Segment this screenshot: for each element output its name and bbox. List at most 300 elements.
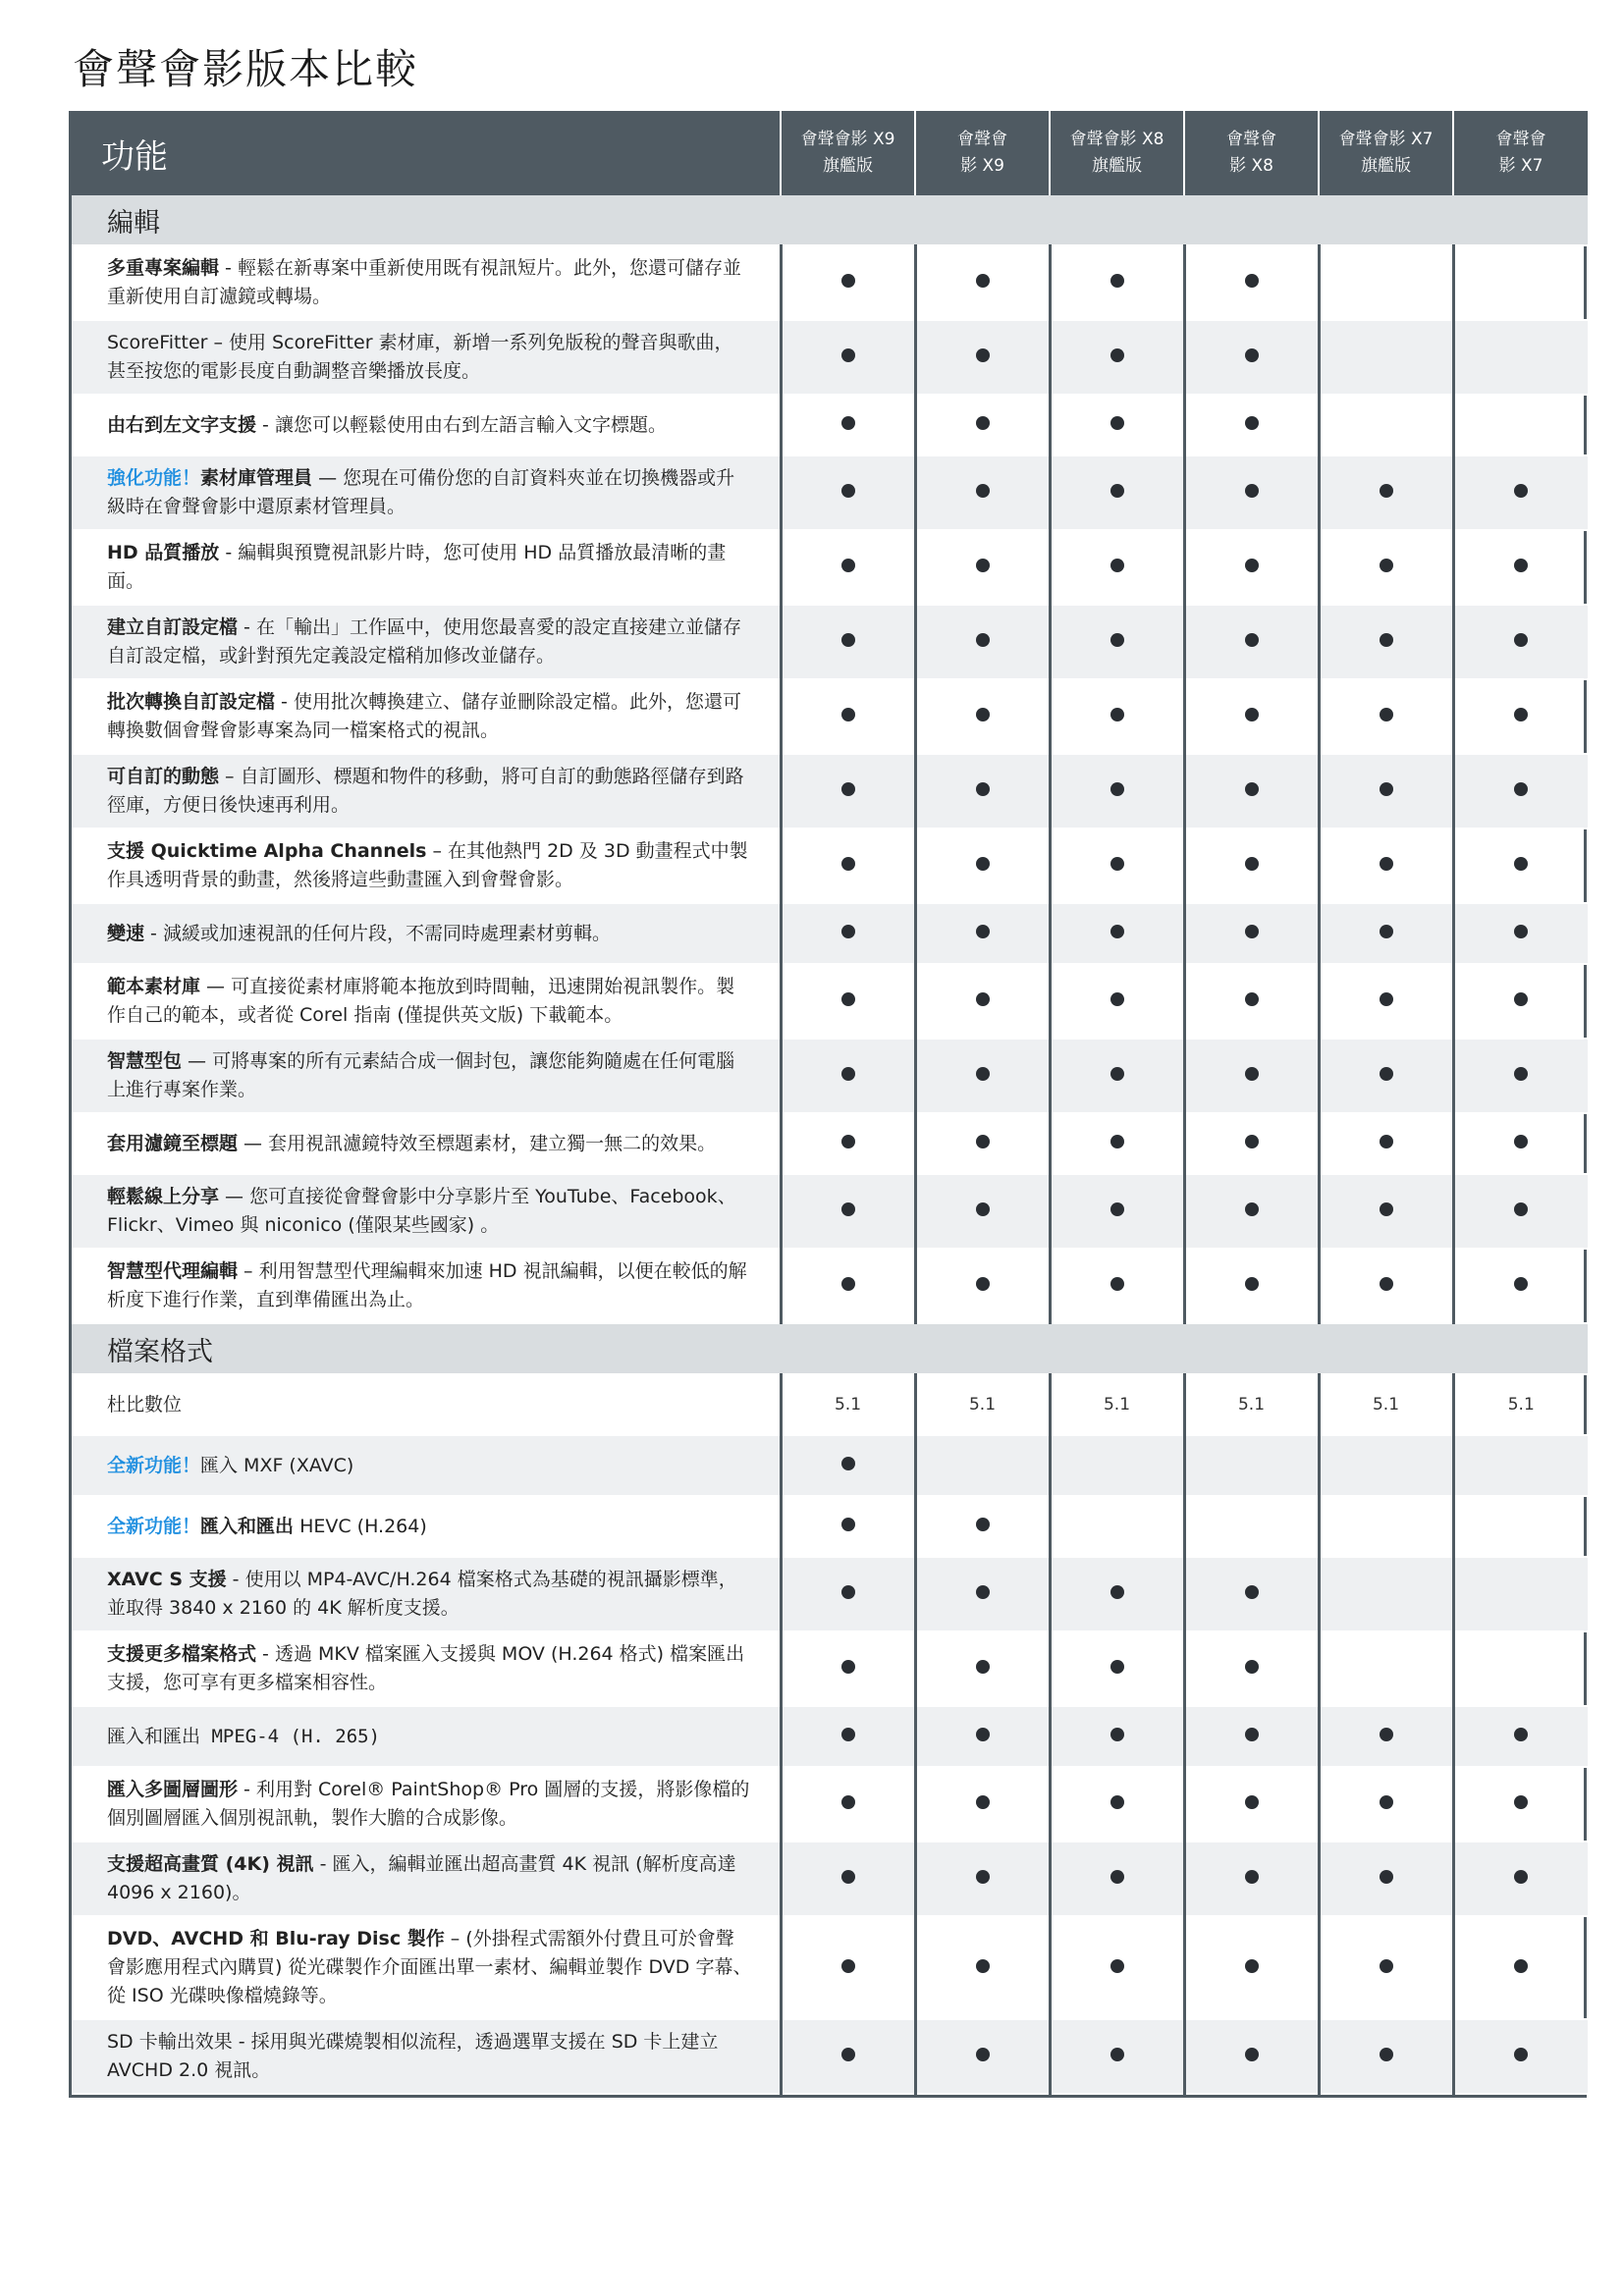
supported-dot-icon: [1110, 1585, 1124, 1599]
support-cell: [1050, 320, 1184, 395]
feature-separator: –: [444, 1928, 466, 1949]
support-cell: [1453, 320, 1588, 395]
feature-row: [72, 530, 1588, 605]
feature-row: [72, 679, 1588, 754]
feature-separator: —: [200, 976, 232, 997]
support-cell: [915, 1374, 1050, 1435]
supported-dot-icon: [1380, 484, 1393, 498]
support-cell: [915, 1631, 1050, 1706]
support-value: 5.1: [1237, 1395, 1266, 1415]
support-cell: [1050, 395, 1184, 455]
supported-dot-icon: [976, 1518, 990, 1531]
support-cell: [1184, 964, 1319, 1039]
support-cell: [1184, 1174, 1319, 1249]
support-cell: [1050, 455, 1184, 530]
support-cell: [781, 1496, 915, 1557]
support-cell: [915, 1174, 1050, 1249]
supported-dot-icon: [1110, 1728, 1124, 1741]
supported-dot-icon: [1110, 2048, 1124, 2061]
feature-text: 利用對 Corel® PaintShop® Pro 圖層的支援，將影像檔的個別圖層匯入個別視訊軌，製作大膽的合成影像。: [107, 1779, 750, 1829]
version-column-header: [781, 111, 915, 195]
support-cell: [1453, 903, 1588, 964]
support-cell: [915, 320, 1050, 395]
supported-dot-icon: [841, 559, 855, 572]
supported-dot-icon: [976, 925, 990, 938]
support-cell: [1453, 964, 1588, 1039]
feature-row: [72, 1435, 1588, 1496]
version-edition: 影 X9: [960, 156, 1004, 176]
feature-text: 套用視訊濾鏡特效至標題素材，建立獨一無二的效果。: [268, 1132, 717, 1154]
supported-dot-icon: [1514, 1728, 1528, 1741]
feature-separator: -: [219, 542, 239, 563]
supported-dot-icon: [841, 1660, 855, 1674]
supported-dot-icon: [1514, 992, 1528, 1006]
support-cell: [1319, 1374, 1453, 1435]
supported-dot-icon: [841, 633, 855, 647]
support-cell: [915, 245, 1050, 320]
feature-description: [72, 245, 781, 320]
section-title: 編輯: [72, 195, 1588, 245]
supported-dot-icon: [1110, 416, 1124, 430]
support-cell: [915, 1496, 1050, 1557]
feature-description: [72, 754, 781, 828]
supported-dot-icon: [1380, 1067, 1393, 1081]
feature-row: [72, 754, 1588, 828]
supported-dot-icon: [1245, 1959, 1259, 1973]
feature-separator: —: [238, 1132, 269, 1154]
feature-text: 杜比數位: [107, 1393, 183, 1415]
feature-description: [72, 679, 781, 754]
version-column-header: [1453, 111, 1588, 195]
support-cell: [1184, 605, 1319, 679]
support-cell: [1319, 754, 1453, 828]
supported-dot-icon: [1110, 1202, 1124, 1216]
feature-separator: -: [144, 922, 163, 944]
feature-text: 您現在可備份您的自訂資料夾並在切換機器或升級時在會聲會影中還原素材管理員。: [107, 467, 735, 517]
supported-dot-icon: [841, 708, 855, 721]
supported-dot-icon: [841, 782, 855, 796]
supported-dot-icon: [976, 1585, 990, 1599]
supported-dot-icon: [1110, 484, 1124, 498]
support-value: 5.1: [1507, 1395, 1535, 1415]
feature-name: 範本素材庫: [107, 976, 201, 997]
supported-dot-icon: [1245, 1202, 1259, 1216]
feature-description: [72, 1039, 781, 1113]
support-cell: [1050, 903, 1184, 964]
support-cell: [1050, 2019, 1184, 2094]
supported-dot-icon: [1514, 708, 1528, 721]
support-cell: [781, 245, 915, 320]
supported-dot-icon: [1245, 1277, 1259, 1291]
support-cell: [1319, 245, 1453, 320]
support-cell: [1184, 754, 1319, 828]
supported-dot-icon: [1110, 274, 1124, 288]
supported-dot-icon: [1245, 708, 1259, 721]
feature-row: [72, 1916, 1588, 2019]
support-cell: [1184, 1842, 1319, 1916]
feature-description: [72, 1916, 781, 2019]
support-cell: [1184, 530, 1319, 605]
support-cell: [1319, 1767, 1453, 1842]
supported-dot-icon: [976, 559, 990, 572]
feature-name: 由右到左文字支援: [107, 413, 257, 436]
support-cell: [915, 1249, 1050, 1323]
support-cell: [1050, 1496, 1184, 1557]
support-value: 5.1: [834, 1395, 862, 1415]
feature-text: 自訂圖形、標題和物件的移動，將可自訂的動態路徑儲存到路徑庫，方便日後快速再利用。: [107, 766, 744, 816]
feature-text: 可將專案的所有元素結合成一個封包，讓您能夠隨處在任何電腦上進行專案作業。: [107, 1050, 735, 1100]
feature-row: [72, 2019, 1588, 2094]
support-cell: [915, 754, 1050, 828]
feature-description: [72, 395, 781, 455]
feature-name: 支援超高畫質 (4K) 視訊: [107, 1853, 314, 1875]
table-body: [72, 195, 1588, 2094]
support-cell: [781, 964, 915, 1039]
version-edition: 旗艦版: [1361, 156, 1411, 176]
support-cell: [1453, 1706, 1588, 1767]
feature-row: [72, 245, 1588, 320]
feature-separator: –: [238, 1260, 259, 1282]
support-cell: [781, 903, 915, 964]
supported-dot-icon: [1110, 1660, 1124, 1674]
supported-dot-icon: [976, 348, 990, 362]
support-cell: [1184, 1435, 1319, 1496]
support-cell: [1319, 1496, 1453, 1557]
feature-text: 透過 MKV 檔案匯入支援與 MOV (H.264 格式) 檔案匯出支援，您可享有更多檔案相容性。: [107, 1643, 745, 1693]
support-cell: [1050, 1374, 1184, 1435]
support-cell: [1453, 754, 1588, 828]
support-cell: [915, 1767, 1050, 1842]
feature-row: [72, 1174, 1588, 1249]
supported-dot-icon: [841, 1202, 855, 1216]
supported-dot-icon: [1380, 857, 1393, 871]
feature-row: [72, 1842, 1588, 1916]
version-name: 會聲會影 X9: [800, 130, 895, 149]
support-cell: [781, 1435, 915, 1496]
feature-name: 多重專案編輯: [107, 257, 220, 279]
version-name: 會聲會: [1226, 130, 1276, 149]
feature-description: [72, 1767, 781, 1842]
supported-dot-icon: [1514, 2048, 1528, 2061]
support-cell: [781, 1842, 915, 1916]
supported-dot-icon: [976, 484, 990, 498]
feature-description: [72, 1374, 781, 1435]
supported-dot-icon: [1110, 1795, 1124, 1809]
feature-row: [72, 964, 1588, 1039]
support-cell: [1050, 828, 1184, 903]
feature-column-header: 功能: [72, 111, 781, 195]
supported-dot-icon: [1110, 992, 1124, 1006]
support-cell: [915, 1039, 1050, 1113]
support-cell: [1050, 605, 1184, 679]
feature-tag: 全新功能！: [107, 1515, 201, 1537]
supported-dot-icon: [1245, 1870, 1259, 1884]
feature-text: HEVC (H.264): [299, 1515, 427, 1537]
supported-dot-icon: [1380, 1135, 1393, 1148]
support-cell: [1184, 1631, 1319, 1706]
feature-description: [72, 1706, 781, 1767]
supported-dot-icon: [841, 1795, 855, 1809]
feature-name: 匯入多圖層圖形: [107, 1779, 239, 1800]
support-cell: [1184, 828, 1319, 903]
support-cell: [1050, 679, 1184, 754]
supported-dot-icon: [1245, 925, 1259, 938]
support-cell: [1453, 1174, 1588, 1249]
feature-row: [72, 1249, 1588, 1323]
support-cell: [1050, 1557, 1184, 1631]
comparison-table: [72, 111, 1588, 2095]
support-cell: [1453, 679, 1588, 754]
support-cell: [915, 1916, 1050, 2019]
feature-text: 減緩或加速視訊的任何片段，不需同時處理素材剪輯。: [162, 922, 611, 944]
feature-separator: —: [182, 1050, 213, 1072]
feature-name: 變速: [107, 922, 145, 944]
supported-dot-icon: [976, 274, 990, 288]
feature-row: [72, 828, 1588, 903]
support-cell: [1453, 455, 1588, 530]
feature-row: [72, 1374, 1588, 1435]
version-column-header: [1184, 111, 1319, 195]
feature-text: 讓您可以輕鬆使用由右到左語言輸入文字標題。: [274, 413, 667, 436]
support-cell: [781, 1113, 915, 1174]
support-value: 5.1: [1103, 1395, 1131, 1415]
support-cell: [1050, 1113, 1184, 1174]
supported-dot-icon: [1514, 1959, 1528, 1973]
support-cell: [1453, 1039, 1588, 1113]
comparison-table-frame: [69, 111, 1587, 2098]
feature-name: 支援更多檔案格式: [107, 1643, 257, 1665]
supported-dot-icon: [1514, 1135, 1528, 1148]
feature-text: 您可直接從會聲會影中分享影片至 YouTube、Facebook、Flickr、Vimeo 與 niconico (僅限某些國家) 。: [107, 1186, 736, 1236]
support-cell: [1319, 964, 1453, 1039]
feature-text: 使用以 MP4-AVC/H.264 檔案格式為基礎的視訊攝影標準，並取得 3840 x 2160 的 4K 解析度支援。: [107, 1569, 737, 1619]
supported-dot-icon: [976, 2048, 990, 2061]
feature-description: [72, 1435, 781, 1496]
support-cell: [1319, 455, 1453, 530]
feature-description: [72, 1174, 781, 1249]
support-cell: [781, 605, 915, 679]
feature-description: [72, 964, 781, 1039]
version-column-header: [1050, 111, 1184, 195]
feature-text: 在其他熱門 2D 及 3D 動畫程式中製作具透明背景的動畫，然後將這些動畫匯入到會聲會影。: [107, 840, 748, 890]
support-cell: [915, 1113, 1050, 1174]
support-cell: [1184, 1496, 1319, 1557]
support-cell: [1184, 1039, 1319, 1113]
support-cell: [781, 1039, 915, 1113]
supported-dot-icon: [1380, 782, 1393, 796]
feature-name: DVD、AVCHD 和 Blu-ray Disc 製作: [107, 1928, 445, 1949]
supported-dot-icon: [1514, 484, 1528, 498]
supported-dot-icon: [1110, 1959, 1124, 1973]
feature-description: [72, 1113, 781, 1174]
version-edition: 影 X7: [1498, 156, 1543, 176]
feature-text: 編輯與預覽視訊影片時，您可使用 HD 品質播放最清晰的畫面。: [107, 542, 727, 592]
support-cell: [1453, 1435, 1588, 1496]
support-cell: [1184, 679, 1319, 754]
support-cell: [1319, 1249, 1453, 1323]
supported-dot-icon: [1245, 857, 1259, 871]
page-title: 會聲會影版本比較: [73, 45, 419, 93]
version-name: 會聲會影 X8: [1069, 130, 1164, 149]
feature-separator: –: [426, 840, 449, 862]
support-cell: [915, 455, 1050, 530]
feature-text: 匯入 MXF (XAVC): [200, 1454, 354, 1476]
supported-dot-icon: [1245, 348, 1259, 362]
supported-dot-icon: [976, 1277, 990, 1291]
support-cell: [781, 1631, 915, 1706]
supported-dot-icon: [1380, 1202, 1393, 1216]
support-cell: [781, 1706, 915, 1767]
supported-dot-icon: [841, 1457, 855, 1470]
support-cell: [915, 395, 1050, 455]
support-cell: [781, 1174, 915, 1249]
feature-separator: —: [312, 467, 344, 489]
supported-dot-icon: [1245, 1135, 1259, 1148]
support-cell: [781, 754, 915, 828]
section-header-row: [72, 1323, 1588, 1374]
support-cell: [1184, 1706, 1319, 1767]
supported-dot-icon: [1245, 274, 1259, 288]
supported-dot-icon: [1245, 633, 1259, 647]
supported-dot-icon: [1380, 1728, 1393, 1741]
table-header-row: [72, 111, 1588, 195]
support-cell: [1453, 530, 1588, 605]
feature-row: [72, 605, 1588, 679]
support-cell: [781, 828, 915, 903]
supported-dot-icon: [841, 274, 855, 288]
supported-dot-icon: [976, 1959, 990, 1973]
support-cell: [915, 1435, 1050, 1496]
feature-name: 批次轉換自訂設定檔: [107, 691, 276, 713]
support-cell: [1319, 679, 1453, 754]
version-column-header: [915, 111, 1050, 195]
feature-separator: —: [219, 1186, 250, 1207]
supported-dot-icon: [1110, 1870, 1124, 1884]
support-cell: [1184, 1249, 1319, 1323]
supported-dot-icon: [1380, 1277, 1393, 1291]
supported-dot-icon: [976, 1660, 990, 1674]
support-cell: [781, 395, 915, 455]
feature-description: [72, 1842, 781, 1916]
feature-description: [72, 605, 781, 679]
supported-dot-icon: [841, 1959, 855, 1973]
supported-dot-icon: [1110, 708, 1124, 721]
support-cell: [781, 1249, 915, 1323]
support-cell: [1453, 1842, 1588, 1916]
feature-separator: -: [238, 616, 256, 638]
supported-dot-icon: [1380, 1959, 1393, 1973]
support-cell: [1050, 1916, 1184, 2019]
support-cell: [1453, 1767, 1588, 1842]
supported-dot-icon: [1245, 416, 1259, 430]
support-cell: [1050, 530, 1184, 605]
support-cell: [1453, 1374, 1588, 1435]
support-cell: [781, 320, 915, 395]
support-cell: [1319, 1435, 1453, 1496]
support-cell: [781, 2019, 915, 2094]
feature-text: 利用智慧型代理編輯來加速 HD 視訊編輯，以便在較低的解析度下進行作業，直到準備匯出為止。: [107, 1260, 747, 1310]
support-cell: [1319, 530, 1453, 605]
support-cell: [1453, 1916, 1588, 2019]
supported-dot-icon: [976, 782, 990, 796]
version-edition: 影 X8: [1229, 156, 1273, 176]
support-cell: [1453, 395, 1588, 455]
version-edition: 旗艦版: [823, 156, 873, 176]
feature-description: [72, 530, 781, 605]
supported-dot-icon: [976, 1135, 990, 1148]
support-cell: [1453, 1249, 1588, 1323]
feature-name: 套用濾鏡至標題: [107, 1132, 239, 1154]
supported-dot-icon: [1245, 1660, 1259, 1674]
supported-dot-icon: [1245, 782, 1259, 796]
feature-name: 輕鬆線上分享: [107, 1186, 220, 1207]
feature-name: XAVC S 支援: [107, 1569, 227, 1590]
supported-dot-icon: [1514, 1277, 1528, 1291]
support-cell: [1050, 1249, 1184, 1323]
feature-description: [72, 1496, 781, 1557]
supported-dot-icon: [976, 992, 990, 1006]
feature-separator: -: [275, 691, 294, 713]
support-cell: [1050, 1039, 1184, 1113]
supported-dot-icon: [1380, 559, 1393, 572]
support-cell: [1319, 1631, 1453, 1706]
supported-dot-icon: [841, 1870, 855, 1884]
feature-name: 支援 Quicktime Alpha Channels: [107, 840, 427, 862]
support-cell: [915, 679, 1050, 754]
support-cell: [1184, 320, 1319, 395]
feature-name: 智慧型包: [107, 1050, 183, 1072]
support-cell: [1184, 903, 1319, 964]
feature-row: [72, 1113, 1588, 1174]
supported-dot-icon: [1514, 1067, 1528, 1081]
support-cell: [781, 455, 915, 530]
feature-row: [72, 1706, 1588, 1767]
supported-dot-icon: [1110, 925, 1124, 938]
supported-dot-icon: [976, 857, 990, 871]
supported-dot-icon: [841, 416, 855, 430]
version-name: 會聲會: [957, 130, 1007, 149]
support-value: 5.1: [1372, 1395, 1400, 1415]
feature-name: 匯入和匯出: [200, 1515, 295, 1537]
feature-description: [72, 1249, 781, 1323]
supported-dot-icon: [976, 416, 990, 430]
supported-dot-icon: [841, 2048, 855, 2061]
feature-name: 可自訂的動態: [107, 766, 220, 787]
support-cell: [915, 1842, 1050, 1916]
feature-text: 在「輸出」工作區中，使用您最喜愛的設定直接建立並儲存自訂設定檔，或針對預先定義設定檔稍加修改並儲存。: [107, 616, 741, 667]
supported-dot-icon: [841, 1067, 855, 1081]
supported-dot-icon: [841, 1518, 855, 1531]
feature-tag: 強化功能！: [107, 467, 201, 489]
support-cell: [1319, 903, 1453, 964]
support-cell: [1050, 1706, 1184, 1767]
supported-dot-icon: [841, 1728, 855, 1741]
feature-row: [72, 903, 1588, 964]
supported-dot-icon: [1110, 782, 1124, 796]
feature-name: 素材庫管理員: [200, 467, 313, 489]
feature-row: [72, 1496, 1588, 1557]
support-cell: [1319, 1039, 1453, 1113]
support-cell: [1453, 605, 1588, 679]
support-cell: [1050, 1435, 1184, 1496]
supported-dot-icon: [1245, 484, 1259, 498]
supported-dot-icon: [1514, 782, 1528, 796]
support-value: 5.1: [968, 1395, 997, 1415]
supported-dot-icon: [841, 925, 855, 938]
support-cell: [915, 2019, 1050, 2094]
feature-separator: -: [256, 413, 275, 436]
supported-dot-icon: [841, 1135, 855, 1148]
